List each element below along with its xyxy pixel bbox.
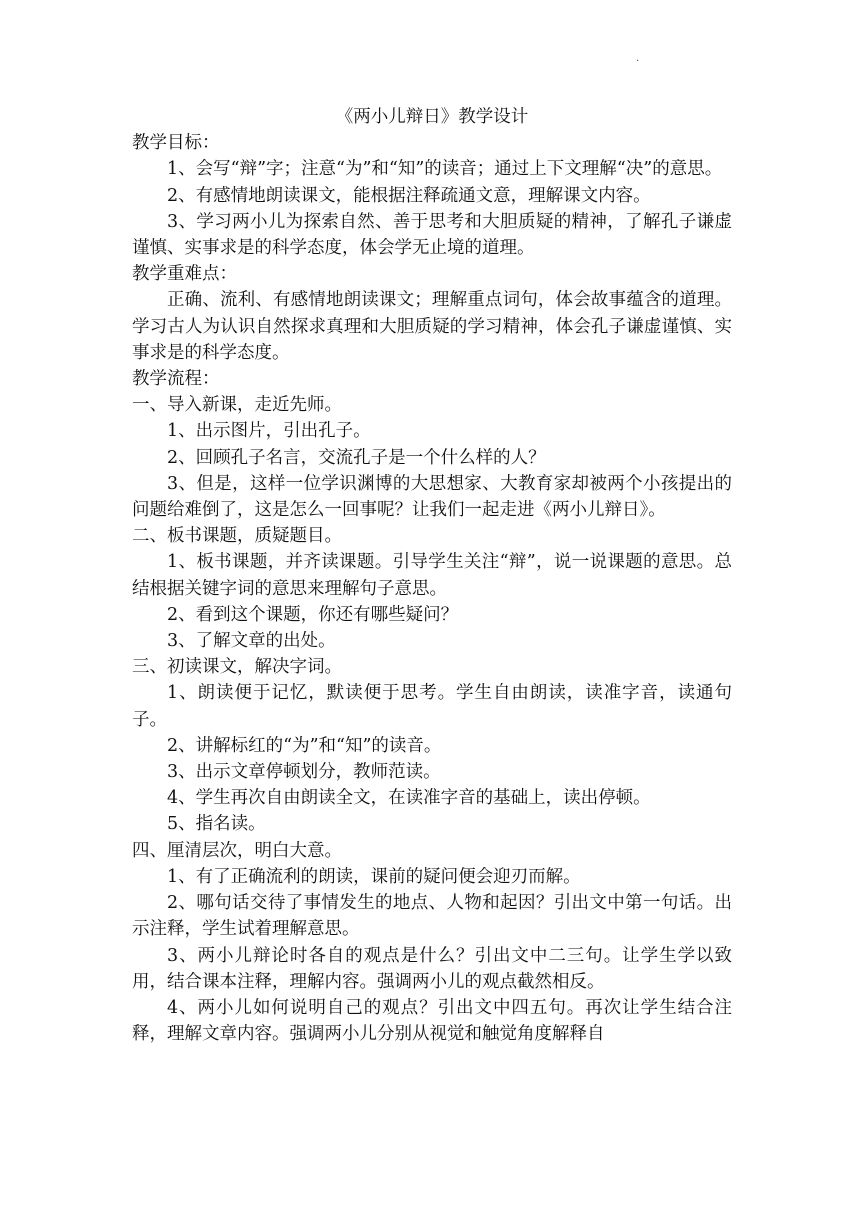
section-heading: 教学目标： (132, 133, 220, 154)
document-title: 《两小儿辩日》教学设计 (335, 107, 529, 127)
document-body (132, 104, 732, 1047)
section-heading: 二、板书课题，质疑题目。 (132, 526, 342, 547)
section-heading: 一、导入新课，走近先师。 (132, 395, 342, 416)
section-heading: 四、厘清层次，明白大意。 (132, 840, 342, 861)
body-paragraph: 1、有了正确流利的朗读，课前的疑问便会迎刃而解。 (167, 866, 581, 887)
section-heading: 三、初读课文，解决字词。 (132, 657, 342, 678)
body-paragraph: 1、出示图片，引出孔子。 (167, 421, 371, 442)
body-paragraph: 3、学习两小儿为探索自然、善于思考和大胆质疑的精神，了解孔子谦虚谨慎、实事求是的科学态度，体会学无止境的道理。 (132, 211, 732, 259)
body-paragraph: 5、指名读。 (167, 814, 266, 835)
section-heading: 教学重难点： (132, 264, 237, 285)
body-paragraph: 3、两小儿辩论时各自的观点是什么？引出文中二三句。让学生学以致用，结合课本注释，理解内容。强调两小儿的观点截然相反。 (132, 945, 732, 992)
body-paragraph: 3、但是，这样一位学识渊博的大思想家、大教育家却被两个小孩提出的问题给难倒了，这是怎么一回事呢？让我们一起走进《两小儿辩日》。 (132, 473, 732, 521)
body-paragraph: 3、出示文章停顿划分，教师范读。 (167, 762, 441, 783)
body-paragraph: 4、学生再次自由朗读全文，在读准字音的基础上，读出停顿。 (167, 788, 651, 809)
section-heading: 教学流程： (132, 369, 220, 390)
body-paragraph: 2、讲解标红的“为”和“知”的读音。 (167, 735, 442, 756)
paragraph-list (132, 130, 732, 1047)
body-paragraph: 1、朗读便于记忆，默读便于思考。学生自由朗读，读准字音，读通句子。 (132, 683, 732, 730)
body-paragraph: 1、板书课题，并齐读课题。引导学生关注“辩”，说一说课题的意思。总结根据关键字词的意思来理解句子意思。 (132, 552, 732, 599)
body-paragraph: 4、两小儿如何说明自己的观点？引出文中四五句。再次让学生结合注释，理解文章内容。强调两小儿分别从视觉和触觉角度解释自 (132, 997, 732, 1045)
body-paragraph: 1、会写“辩”字；注意“为”和“知”的读音；通过上下文理解“决”的意思。 (167, 159, 723, 180)
header-mark: · (636, 56, 640, 67)
body-paragraph: 2、有感情地朗读课文，能根据注释疏通文意，理解课文内容。 (167, 185, 651, 206)
body-paragraph: 2、看到这个课题，你还有哪些疑问？ (167, 604, 459, 625)
body-paragraph: 3、了解文章的出处。 (167, 631, 336, 652)
body-paragraph: 正确、流利、有感情地朗读课文；理解重点词句，体会故事蕴含的道理。学习古人为认识自然探求真理和大胆质疑的学习精神，体会孔子谦虚谨慎、实事求是的科学态度。 (132, 290, 732, 363)
body-paragraph: 2、回顾孔子名言，交流孔子是一个什么样的人？ (167, 447, 546, 468)
body-paragraph: 2、哪句话交待了事情发生的地点、人物和起因？引出文中第一句话。出示注释，学生试着理解意思。 (132, 893, 732, 940)
